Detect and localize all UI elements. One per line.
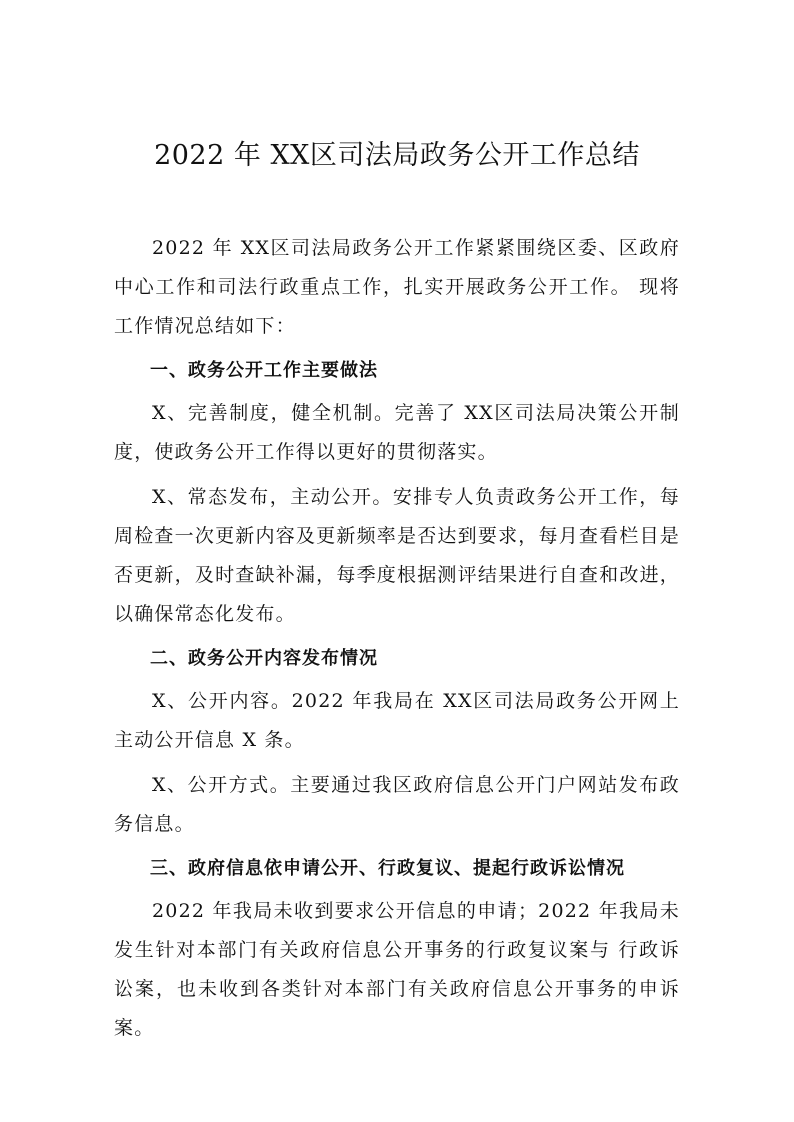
paragraph-content: X、公开内容。2022 年我局在 XX区司法局政务公开网上主动公开信息 X 条。 bbox=[114, 690, 680, 751]
paragraph-method: X、公开方式。主要通过我区政府信息公开门户网站发布政务信息。 bbox=[114, 774, 680, 835]
paragraph-system: X、完善制度，健全机制。完善了 XX区司法局决策公开制度，使政务公开工作得以更好的贯彻落实。 bbox=[114, 402, 680, 463]
paragraph-release: X、常态发布，主动公开。安排专人负责政务公开工作，每周检查一次更新内容及更新频率是否达到要求，每月查看栏目是否更新，及时查缺补漏，每季度根据测评结果进行自查和改进，以确保常态化发布。 bbox=[114, 486, 680, 625]
section-heading-2: 二、政务公开内容发布情况 bbox=[150, 648, 378, 669]
paragraph-application: 2022 年我局未收到要求公开信息的申请；2022 年我局未发生针对本部门有关政府信息公开事务的行政复议案与 行政诉讼案，也未收到各类针对本部门有关政府信息公开事务的申诉案。 bbox=[114, 900, 680, 1039]
section-heading-3: 三、政府信息依申请公开、行政复议、提起行政诉讼情况 bbox=[150, 858, 625, 879]
intro-paragraph: 2022 年 XX区司法局政务公开工作紧紧围绕区委、区政府中心工作和司法行政重点工作，扎实开展政务公开工作。 现将工作情况总结如下： bbox=[114, 237, 680, 337]
section-heading-1: 一、政务公开工作主要做法 bbox=[150, 360, 378, 381]
document-body bbox=[114, 229, 680, 1054]
document-title: 2022 年 XX区司法局政务公开工作总结 bbox=[154, 140, 640, 171]
